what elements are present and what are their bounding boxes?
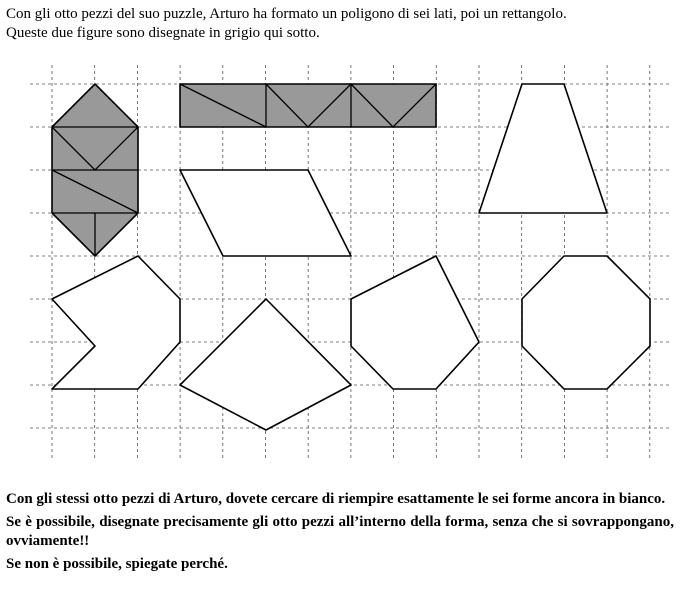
task-paragraph-1: Con gli stessi otto pezzi di Arturo, dovete cercare di riempire esattamente le sei forme ancora in bianco. — [6, 491, 666, 507]
white-octagon — [522, 256, 650, 389]
white-notched-polygon — [52, 256, 180, 389]
white-kite — [180, 299, 351, 430]
task-text — [6, 490, 674, 578]
task-paragraph-2: Se è possibile, disegnate precisamente gli otto pezzi all’interno della forma, senza che si sovrappongano, ovviamente!! — [6, 514, 674, 549]
intro-line-2: Queste due figure sono disegnate in grigio qui sotto. — [6, 25, 320, 41]
intro-line-1: Con gli otto pezzi del suo puzzle, Arturo ha formato un poligono di sei lati, poi un rettangolo. — [6, 6, 567, 22]
puzzle-figure — [0, 60, 680, 480]
gray-rectangle — [180, 84, 436, 127]
white-trapezoid — [479, 84, 607, 213]
gray-hexagon — [52, 84, 138, 256]
white-irregular-hexagon — [351, 256, 479, 389]
white-parallelogram — [180, 170, 351, 256]
task-paragraph-3: Se non è possibile, spiegate perché. — [6, 556, 228, 572]
intro-text — [6, 5, 674, 43]
